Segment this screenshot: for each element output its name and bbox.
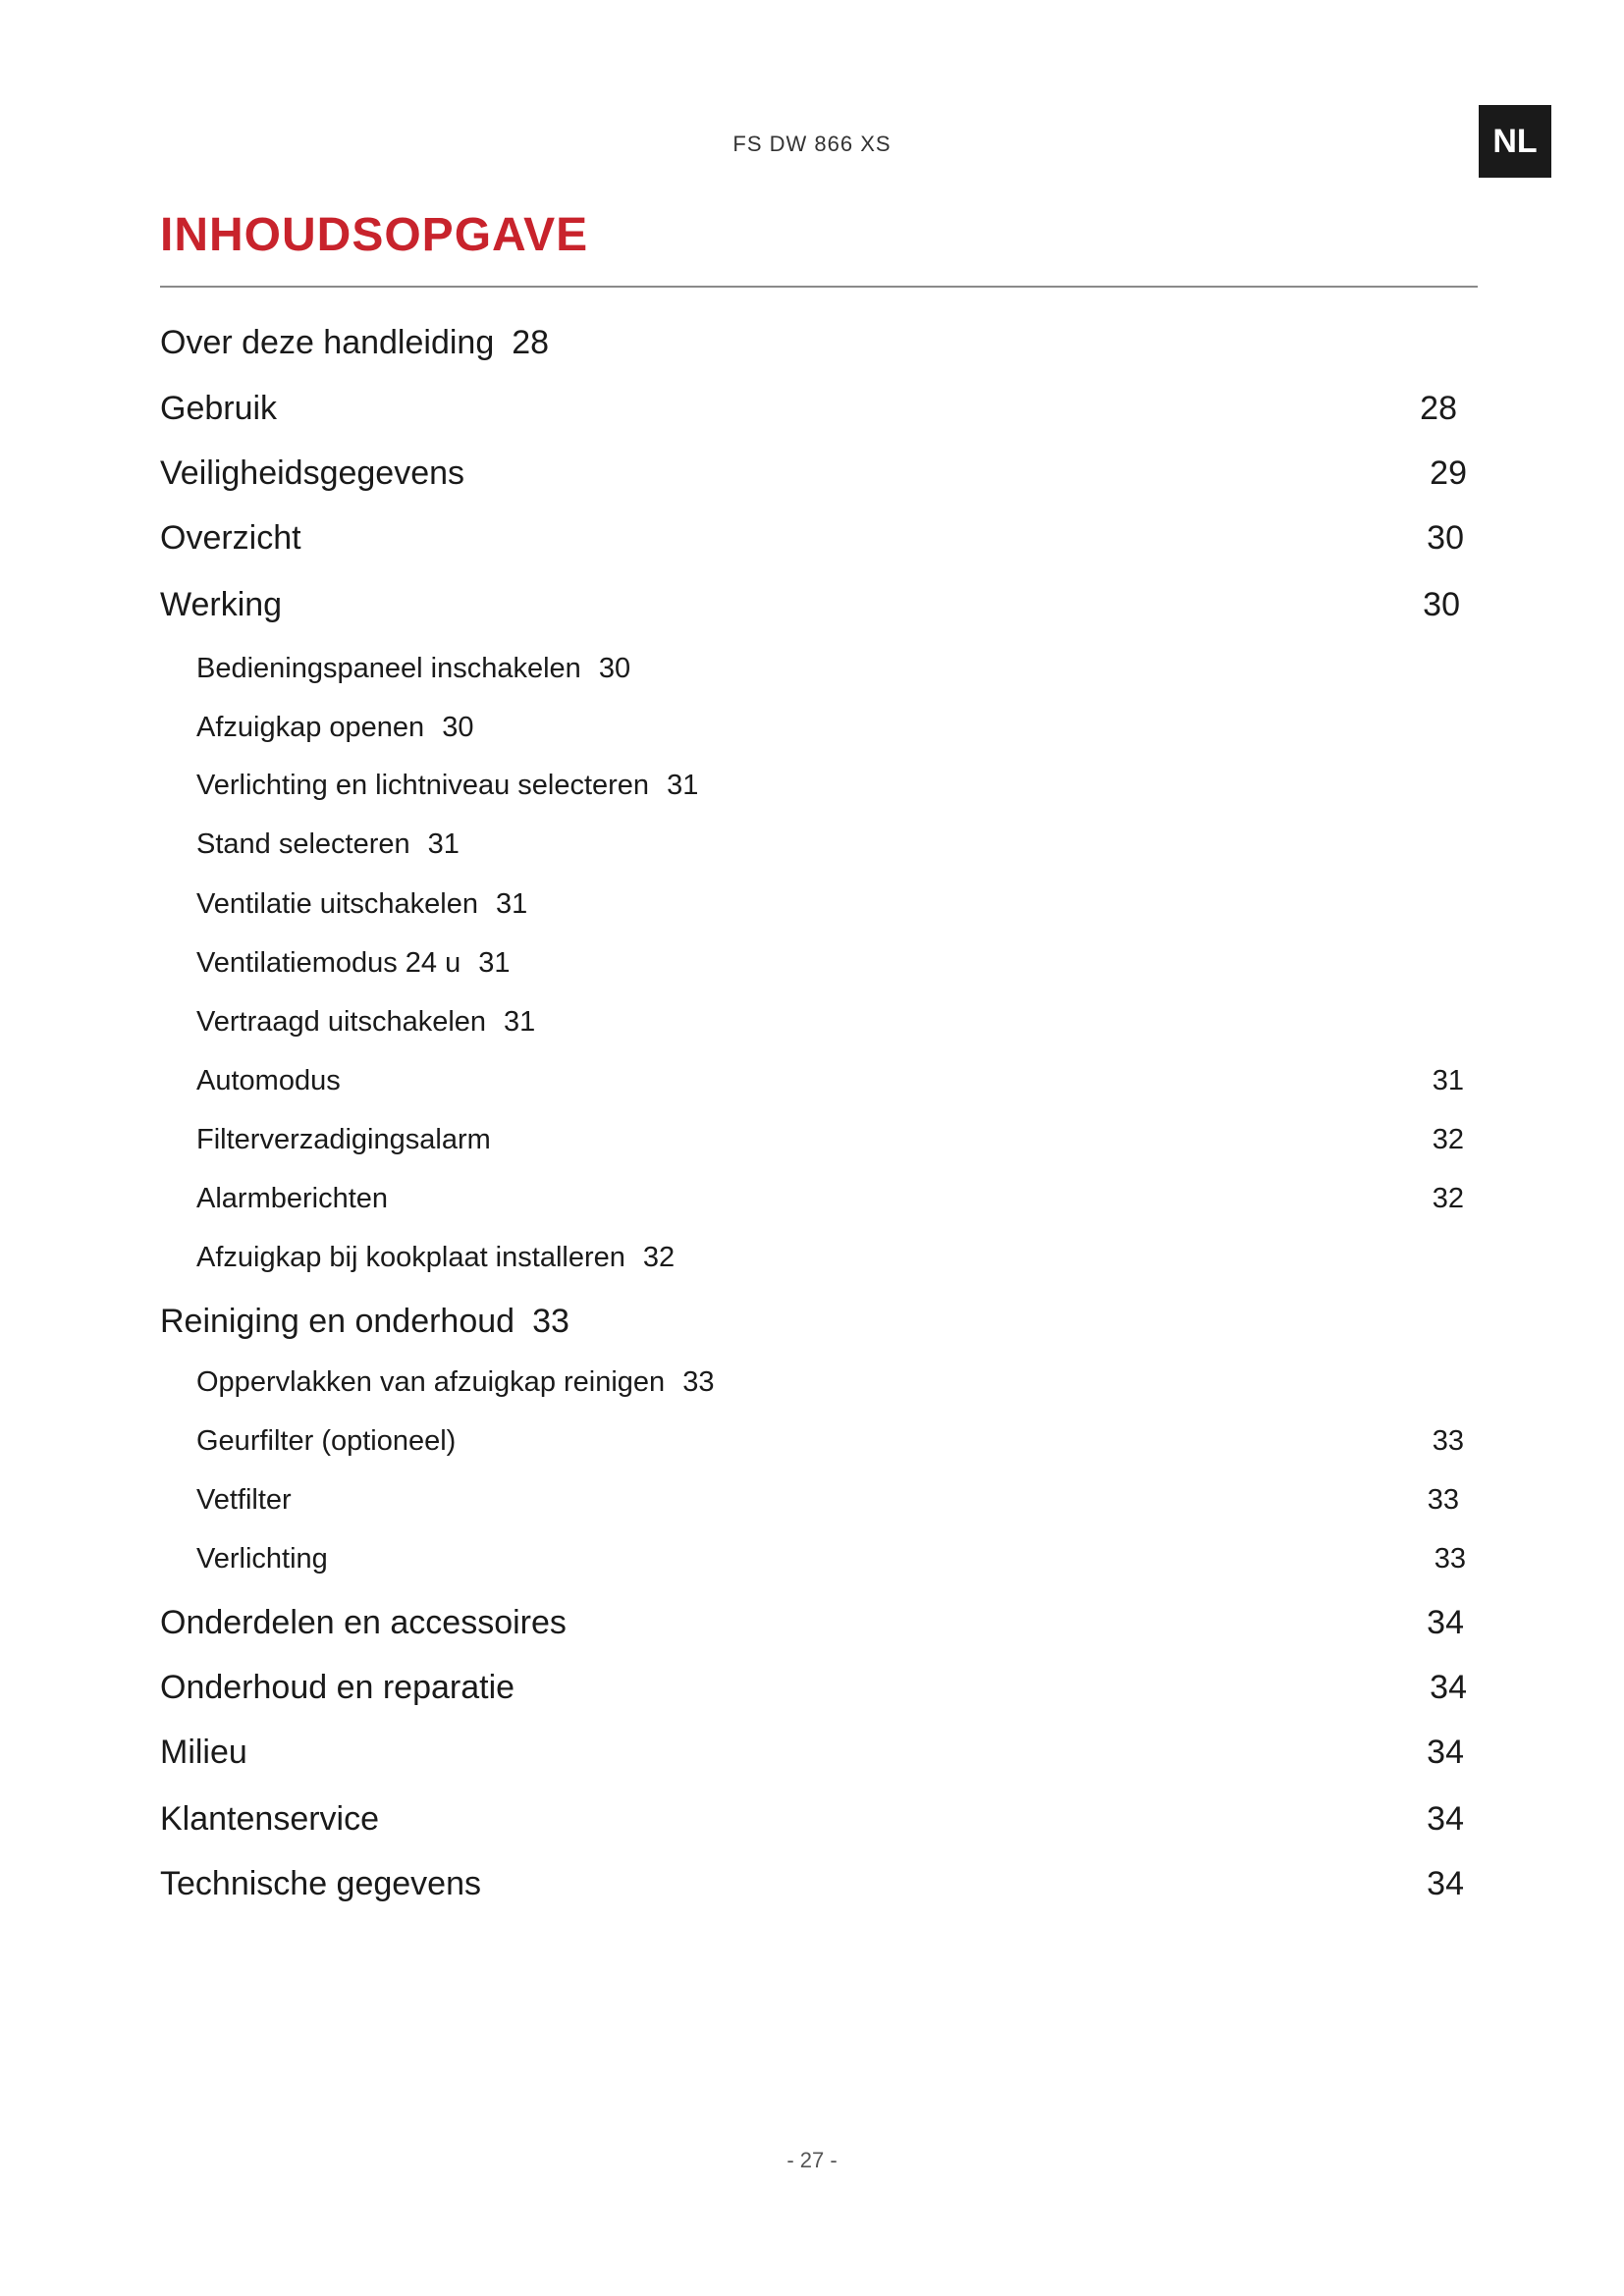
toc-subentry-afzuigkap-bij-kookplaat[interactable] — [196, 1242, 675, 1274]
toc-subentry-stand-selecteren[interactable] — [196, 828, 460, 861]
toc-entry-label: Reiniging en onderhoud — [160, 1303, 515, 1340]
toc-entry-page: 31 — [667, 770, 699, 801]
toc-entry-label: Werking — [160, 586, 283, 623]
toc-entry-werking[interactable] — [160, 586, 282, 624]
toc-entry-technische-gegevens[interactable] — [160, 1865, 481, 1903]
toc-entry-label: Verlichting — [196, 1543, 328, 1575]
page-title: INHOUDSOPGAVE — [160, 209, 589, 261]
page-number: - 27 - — [786, 2148, 838, 2172]
toc-entry-label: Afzuigkap bij kookplaat installeren — [196, 1242, 625, 1273]
toc-subentry-vetfilter[interactable] — [196, 1484, 292, 1517]
toc-entry-page: 31 — [427, 828, 460, 860]
toc-subentry-filterverzadigingsalarm[interactable] — [196, 1124, 491, 1156]
toc-entry-milieu[interactable] — [160, 1734, 247, 1772]
toc-entry-label: Klantenservice — [160, 1800, 380, 1838]
toc-entry-page: 32 — [1432, 1124, 1464, 1155]
toc-entry-label: Oppervlakken van afzuigkap reinigen — [196, 1366, 666, 1398]
toc-entry-label: Vetfilter — [196, 1484, 292, 1516]
toc-entry-label: Ventilatie uitschakelen — [196, 888, 478, 920]
toc-entry-label: Automodus — [196, 1065, 341, 1096]
toc-subentry-alarmberichten[interactable] — [196, 1183, 388, 1215]
toc-subentry-vertraagd-uitschakelen[interactable] — [196, 1006, 535, 1039]
toc-entry-page: 31 — [495, 888, 528, 920]
toc-entry-page: 33 — [1427, 1484, 1459, 1516]
toc-entry-label: Overzicht — [160, 519, 301, 557]
toc-entry-label: Onderhoud en reparatie — [160, 1669, 515, 1706]
toc-subentry-afzuigkap-openen[interactable] — [196, 712, 473, 744]
toc-entry-page: 31 — [504, 1006, 536, 1038]
toc-entry-klantenservice[interactable] — [160, 1800, 379, 1839]
toc-entry-label: Onderdelen en accessoires — [160, 1604, 567, 1641]
toc-entry-page: 29 — [1430, 454, 1467, 492]
toc-subentry-bedieningspaneel-inschakelen[interactable] — [196, 653, 630, 685]
toc-entry-page: 33 — [1432, 1425, 1464, 1457]
toc-entry-label: Over deze handleiding — [160, 324, 495, 361]
toc-entry-page: 32 — [642, 1242, 676, 1273]
toc-entry-page: 34 — [1427, 1604, 1464, 1641]
toc-subentry-ventilatie-uitschakelen[interactable] — [196, 888, 527, 921]
toc-entry-page: 28 — [1420, 390, 1457, 427]
toc-entry-veiligheidsgegevens[interactable] — [160, 454, 464, 493]
toc-entry-overzicht[interactable] — [160, 519, 301, 558]
toc-entry-page: 31 — [478, 947, 511, 979]
toc-entry-label: Stand selecteren — [196, 828, 410, 860]
toc-entry-page: 30 — [598, 653, 631, 684]
toc-entry-page: 33 — [682, 1366, 715, 1398]
toc-entry-page: 34 — [1430, 1669, 1467, 1706]
toc-entry-label: Ventilatiemodus 24 u — [196, 947, 461, 979]
toc-subentry-oppervlakken-reinigen[interactable] — [196, 1366, 714, 1399]
toc-subentry-ventilatiemodus-24u[interactable] — [196, 947, 511, 980]
toc-entry-page: 28 — [512, 324, 550, 361]
model-number: FS DW 866 XS — [732, 132, 892, 156]
toc-entry-label: Vertraagd uitschakelen — [196, 1006, 487, 1038]
toc-subentry-verlichting[interactable] — [196, 1543, 328, 1575]
toc-entry-label: Milieu — [160, 1734, 247, 1771]
toc-entry-label: Gebruik — [160, 390, 278, 427]
toc-entry-label: Technische gegevens — [160, 1865, 482, 1902]
toc-entry-page: 33 — [1434, 1543, 1466, 1575]
toc-subentry-geurfilter[interactable] — [196, 1425, 456, 1458]
toc-entry-label: Geurfilter (optioneel) — [196, 1425, 457, 1457]
toc-entry-page: 31 — [1432, 1065, 1464, 1096]
toc-entry-label: Alarmberichten — [196, 1183, 389, 1214]
toc-entry-label: Veiligheidsgegevens — [160, 454, 465, 492]
toc-entry-label: Bedieningspaneel inschakelen — [196, 653, 581, 684]
title-divider — [160, 286, 1478, 288]
toc-entry-onderdelen-en-accessoires[interactable] — [160, 1604, 567, 1642]
toc-entry-page: 30 — [1427, 519, 1464, 557]
toc-entry-label: Verlichting en lichtniveau selecteren — [196, 770, 650, 801]
toc-entry-page: 34 — [1427, 1865, 1464, 1902]
toc-entry-over-deze-handleiding[interactable] — [160, 324, 549, 362]
toc-entry-page: 32 — [1432, 1183, 1464, 1214]
toc-entry-page: 34 — [1427, 1800, 1464, 1838]
toc-entry-page: 33 — [532, 1303, 569, 1340]
toc-entry-page: 30 — [1423, 586, 1460, 623]
toc-entry-gebruik[interactable] — [160, 390, 277, 428]
toc-entry-page: 30 — [442, 712, 474, 743]
toc-subentry-verlichting-en-lichtniveau[interactable] — [196, 770, 698, 802]
toc-entry-label: Filterverzadigingsalarm — [196, 1124, 491, 1155]
toc-entry-reiniging-en-onderhoud[interactable] — [160, 1303, 569, 1341]
language-badge: NL — [1479, 105, 1551, 178]
toc-entry-onderhoud-en-reparatie[interactable] — [160, 1669, 514, 1707]
toc-subentry-automodus[interactable] — [196, 1065, 341, 1097]
toc-entry-label: Afzuigkap openen — [196, 712, 425, 743]
toc-entry-page: 34 — [1427, 1734, 1464, 1771]
